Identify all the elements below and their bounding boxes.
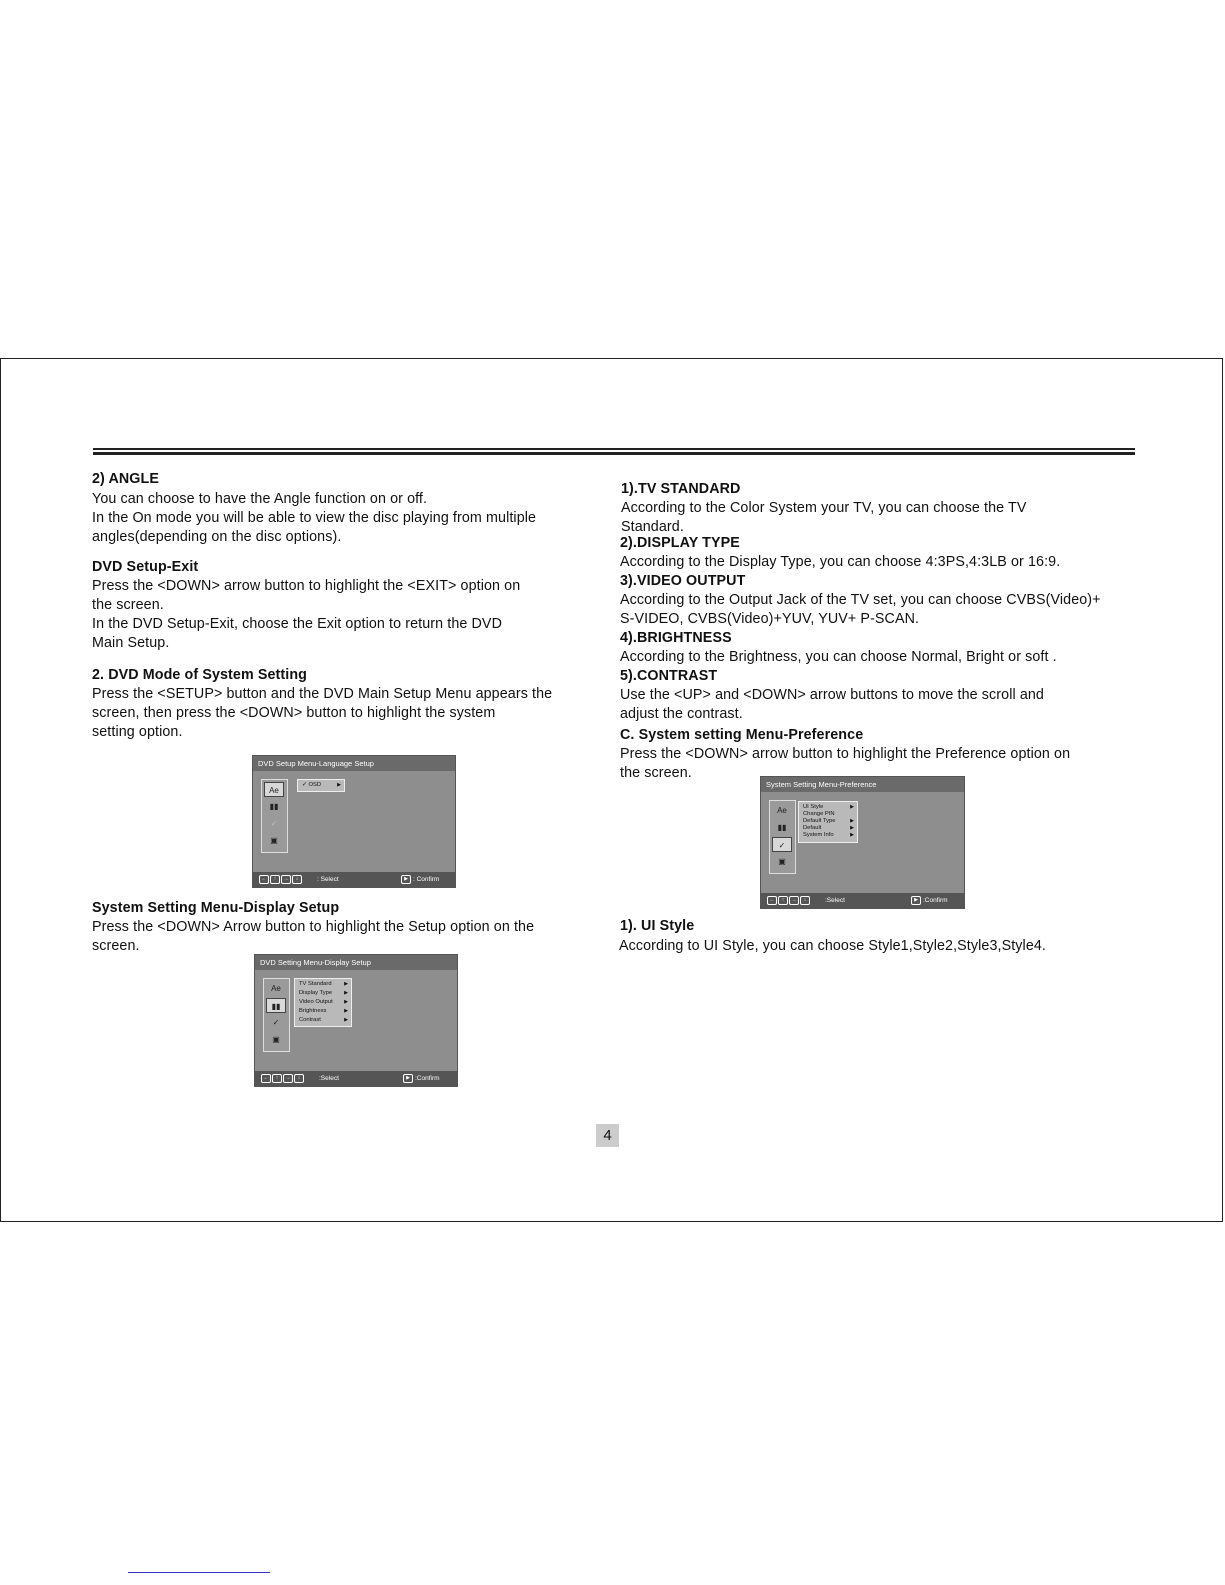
tv-standard-line: Standard. <box>621 519 684 535</box>
dvd-mode-heading: 2. DVD Mode of System Setting <box>92 667 308 683</box>
menu-option: Change PIN <box>803 811 835 817</box>
menu-option: System Info <box>803 832 834 838</box>
language-icon: Ae <box>271 984 281 993</box>
menu-title: DVD Setting Menu-Display Setup <box>255 955 457 970</box>
header-rule-bottom <box>93 452 1135 455</box>
select-hint: :Select <box>825 897 845 904</box>
submenu-arrow-icon: ▶ <box>344 1008 348 1014</box>
ui-style-heading: 1). UI Style <box>620 918 695 934</box>
preference-line: the screen. <box>620 765 692 781</box>
nav-keys-icon: ← ↑ → ↓ <box>261 1071 305 1086</box>
play-key-icon: ▶ <box>911 893 922 908</box>
submenu-arrow-icon: ▶ <box>344 1017 348 1023</box>
contrast-heading: 5).CONTRAST <box>620 668 718 684</box>
brightness-line: According to the Brightness, you can choose Normal, Bright or soft . <box>620 649 1057 665</box>
display-setup-heading: System Setting Menu-Display Setup <box>92 900 340 916</box>
language-icon: Ae <box>264 782 284 797</box>
bottom-link-underline <box>128 1572 270 1574</box>
header-rule-top <box>93 448 1135 450</box>
brightness-heading: 4).BRIGHTNESS <box>620 630 732 646</box>
menu-option: TV Standard <box>299 981 332 987</box>
exit-heading: DVD Setup-Exit <box>92 559 199 575</box>
display-setup-screenshot <box>254 954 458 1087</box>
video-output-heading: 3).VIDEO OUTPUT <box>620 573 746 589</box>
display-type-line: According to the Display Type, you can choose 4:3PS,4:3LB or 16:9. <box>620 554 1061 570</box>
preference-icon: ✓ <box>272 1018 280 1027</box>
exit-icon: ▣ <box>272 1035 280 1044</box>
angle-line: In the On mode you will be able to view the disc playing from multiple <box>92 510 537 526</box>
play-key-icon: ▶ <box>401 872 412 887</box>
dvd-mode-line: screen, then press the <DOWN> button to highlight the system <box>92 705 496 721</box>
submenu-arrow-icon: ▶ <box>344 981 348 987</box>
submenu-arrow-icon: ▶ <box>850 825 854 831</box>
preference-line: Press the <DOWN> arrow button to highlight the Preference option on <box>620 746 1071 762</box>
dvd-mode-line: setting option. <box>92 724 183 740</box>
language-setup-screenshot <box>252 755 456 888</box>
preference-heading: C. System setting Menu-Preference <box>620 727 864 743</box>
display-setup-line: Press the <DOWN> Arrow button to highlight the Setup option on the <box>92 919 535 935</box>
menu-options <box>297 779 345 792</box>
menu-icon-column <box>769 800 796 874</box>
menu-icon-column <box>263 978 290 1052</box>
dvd-mode-line: Press the <SETUP> button and the DVD Main Setup Menu appears the <box>92 686 553 702</box>
tv-standard-line: According to the Color System your TV, you can choose the TV <box>621 500 1027 516</box>
exit-line: Main Setup. <box>92 635 170 651</box>
menu-options <box>798 801 858 843</box>
select-hint: : Select <box>317 876 339 883</box>
menu-options <box>294 978 352 1027</box>
menu-footer <box>255 1071 457 1086</box>
nav-keys-icon: ← ↑ → ↓ <box>259 872 303 887</box>
ui-style-line: According to UI Style, you can choose Style1,Style2,Style3,Style4. <box>619 938 1046 954</box>
page-frame <box>0 358 1223 1222</box>
language-icon: Ae <box>777 806 787 815</box>
exit-line: Press the <DOWN> arrow button to highlight the <EXIT> option on <box>92 578 521 594</box>
submenu-arrow-icon: ▶ <box>344 999 348 1005</box>
angle-line: You can choose to have the Angle function on or off. <box>92 491 428 507</box>
menu-option: ✓ OSD <box>302 782 322 788</box>
tv-standard-heading: 1).TV STANDARD <box>621 481 741 497</box>
display-icon: ▮▮ <box>269 802 279 811</box>
menu-footer <box>761 893 964 908</box>
menu-option: Video Output <box>299 999 333 1005</box>
submenu-arrow-icon: ▶ <box>850 818 854 824</box>
menu-title: DVD Setup Menu-Language Setup <box>253 756 455 771</box>
exit-icon: ▣ <box>778 857 786 866</box>
exit-icon: ▣ <box>270 836 278 845</box>
contrast-line: Use the <UP> and <DOWN> arrow buttons to move the scroll and <box>620 687 1044 703</box>
video-output-line: According to the Output Jack of the TV set, you can choose CVBS(Video)+ <box>620 592 1101 608</box>
menu-option: Default Type <box>803 818 836 824</box>
nav-keys-icon: ← ↑ → ↓ <box>767 893 811 908</box>
exit-line: In the DVD Setup-Exit, choose the Exit option to return the DVD <box>92 616 502 632</box>
submenu-arrow-icon: ▶ <box>344 990 348 996</box>
menu-title: System Setting Menu-Preference <box>761 777 964 792</box>
video-output-line: S-VIDEO, CVBS(Video)+YUV, YUV+ P-SCAN. <box>620 611 920 627</box>
angle-line: angles(depending on the disc options). <box>92 529 342 545</box>
submenu-arrow-icon: ▶ <box>337 782 341 788</box>
confirm-hint: : Confirm <box>413 876 440 883</box>
menu-option: Brightness <box>299 1008 327 1014</box>
menu-option: Contrast <box>299 1017 321 1023</box>
select-hint: :Select <box>319 1075 339 1082</box>
menu-option: Default <box>803 825 822 831</box>
preference-screenshot <box>760 776 965 909</box>
exit-line: the screen. <box>92 597 164 613</box>
submenu-arrow-icon: ▶ <box>850 832 854 838</box>
menu-icon-column <box>261 779 288 853</box>
display-icon: ▮▮ <box>777 823 787 832</box>
contrast-line: adjust the contrast. <box>620 706 743 722</box>
angle-heading: 2) ANGLE <box>92 471 159 487</box>
confirm-hint: :Confirm <box>923 897 948 904</box>
submenu-arrow-icon: ▶ <box>850 804 854 810</box>
menu-option: Display Type <box>299 990 333 996</box>
menu-footer <box>253 872 455 887</box>
menu-option: UI Style <box>803 804 824 810</box>
display-setup-line: screen. <box>92 938 140 954</box>
preference-icon: ✓ <box>772 837 792 852</box>
confirm-hint: :Confirm <box>415 1075 440 1082</box>
play-key-icon: ▶ <box>403 1071 414 1086</box>
display-icon: ▮▮ <box>266 998 286 1013</box>
display-type-heading: 2).DISPLAY TYPE <box>620 535 740 551</box>
preference-icon: ✓ <box>270 819 278 828</box>
page-number: 4 <box>596 1124 619 1147</box>
